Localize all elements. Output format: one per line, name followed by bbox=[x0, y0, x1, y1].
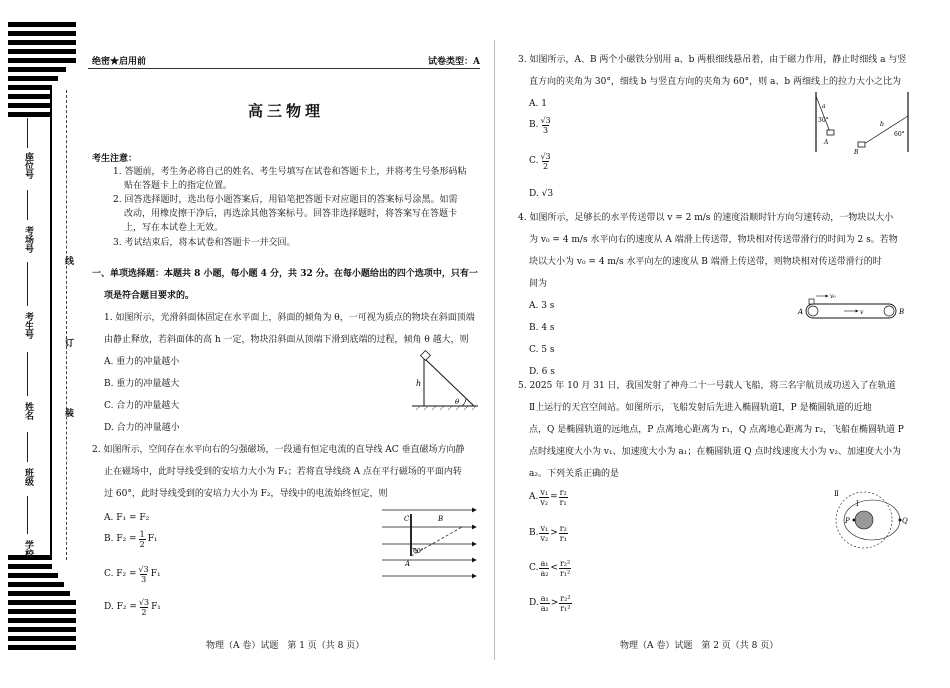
q4-option-c: C. 5 s bbox=[529, 345, 555, 355]
section-heading: 一、单项选择题：本题共 8 小题，每小题 4 分，共 32 分。在每小题给出的四个选项中，只有一 bbox=[92, 269, 478, 279]
binding-mark-line: 线 bbox=[63, 256, 73, 265]
q5-option-b: B. v₁ v₂ > r₂ r₁ bbox=[529, 524, 567, 543]
label-seat: 座位号 bbox=[23, 152, 33, 179]
label-school: 学校 bbox=[23, 540, 33, 558]
svg-text:A: A bbox=[798, 308, 804, 316]
svg-text:a: a bbox=[822, 103, 826, 110]
q2-option-a: A. F₁ = F₂ bbox=[104, 513, 150, 523]
label-exam-room: 考场号 bbox=[23, 226, 33, 253]
svg-text:P: P bbox=[845, 517, 850, 525]
svg-text:B: B bbox=[899, 308, 905, 316]
q5-option-c: C. a₁ a₂ < r₂² r₁² bbox=[529, 559, 571, 578]
section-heading-cont: 项是符合题目要求的。 bbox=[104, 291, 195, 301]
q1-incline-figure bbox=[408, 348, 480, 414]
q1-option-b: B. 重力的冲量越大 bbox=[104, 379, 180, 389]
svg-text:C: C bbox=[404, 515, 410, 523]
svg-text:A: A bbox=[824, 139, 829, 146]
svg-text:Q: Q bbox=[902, 517, 908, 525]
binding-mark-staple: 订 bbox=[63, 338, 73, 347]
page-title: 高三物理 bbox=[248, 102, 325, 120]
svg-text:v: v bbox=[860, 309, 864, 316]
label-class: 班级 bbox=[23, 468, 33, 486]
svg-text:Ⅰ: Ⅰ bbox=[856, 500, 859, 508]
q3-option-a: A. 1 bbox=[529, 99, 547, 109]
svg-text:Ⅱ: Ⅱ bbox=[834, 490, 839, 498]
svg-text:60°: 60° bbox=[413, 548, 424, 555]
svg-text:60°: 60° bbox=[894, 131, 905, 138]
label-student-no: 考生号 bbox=[23, 312, 33, 339]
q2-magnetic-field-figure bbox=[380, 502, 480, 580]
q2-option-c: C. F₂ = $\frac{√3}{3}$ F₁ bbox=[104, 565, 161, 584]
svg-text:30°: 30° bbox=[818, 117, 829, 124]
svg-text:b: b bbox=[880, 121, 884, 128]
q3-magnets-figure bbox=[808, 92, 912, 154]
footer-right: 物理（A 卷）试题 第 2 页（共 8 页） bbox=[620, 641, 779, 651]
q1-option-a: A. 重力的冲量越小 bbox=[104, 357, 180, 367]
svg-text:B: B bbox=[854, 149, 859, 154]
q1-option-d: D. 合力的冲量越小 bbox=[104, 423, 180, 433]
svg-text:B: B bbox=[438, 515, 444, 523]
secret-mark: 绝密★启用前 bbox=[92, 57, 147, 67]
q3-option-b: B. √3 3 bbox=[529, 116, 551, 135]
paper-type: 试卷类型：A bbox=[428, 57, 480, 67]
q4-option-d: D. 6 s bbox=[529, 367, 555, 377]
q5-option-a: A. $\frac{\text{v₁}}{\text{v₂}}$ = $\frac{\text{r₂}}{\text{r₁}}$ bbox=[529, 488, 567, 507]
svg-text:θ: θ bbox=[455, 398, 460, 406]
q3-option-c: C. √3 2 bbox=[529, 152, 551, 171]
footer-left: 物理（A 卷）试题 第 1 页（共 8 页） bbox=[206, 641, 365, 651]
svg-text:A: A bbox=[405, 560, 411, 568]
q2-option-d: D. F₂ = $\frac{√3}{2}$ F₁ bbox=[104, 598, 161, 617]
q4-option-b: B. 4 s bbox=[529, 323, 555, 333]
notice-heading: 考生注意： bbox=[92, 154, 138, 164]
q5-option-d: D. a₁ a₂ > r₂² r₁² bbox=[529, 594, 571, 613]
label-name: 姓名 bbox=[23, 402, 33, 420]
svg-text:v₀: v₀ bbox=[830, 293, 836, 300]
q2-option-b: B. F₂ = $\frac{1}{2}$ F₁ bbox=[104, 530, 158, 549]
q1-option-c: C. 合力的冲量越大 bbox=[104, 401, 180, 411]
q5-orbit-figure bbox=[826, 486, 912, 550]
binding-mark-bind: 装 bbox=[63, 408, 73, 417]
q3-option-d: D. √3 bbox=[529, 189, 554, 199]
q4-option-a: A. 3 s bbox=[529, 301, 555, 311]
svg-text:h: h bbox=[416, 379, 422, 388]
q4-conveyor-figure bbox=[796, 290, 908, 324]
